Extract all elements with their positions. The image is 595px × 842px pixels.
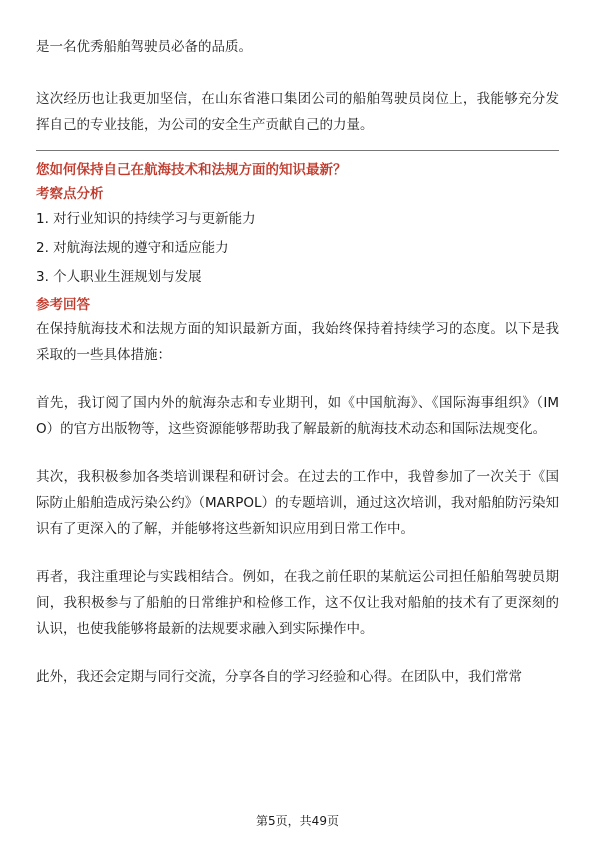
analysis-item-1: 1. 对行业知识的持续学习与更新能力 (36, 211, 256, 227)
intro-paragraph-2: 这次经历也让我更加坚信，在山东省港口集团公司的船舶驾驶员岗位上，我能够充分发挥自己的专业技能，为公司的安全生产贡献自己的力量。 (36, 91, 559, 133)
analysis-title: 考察点分析 (36, 186, 104, 202)
question-heading: 您如何保持自己在航海技术和法规方面的知识最新？ (36, 162, 347, 178)
document-page (36, 34, 559, 690)
intro-paragraph-1: 是一名优秀船舶驾驶员必备的品质。 (36, 39, 252, 55)
answer-paragraph-3: 其次，我积极参加各类培训课程和研讨会。在过去的工作中，我曾参加了一次关于《国际防止船舶造成污染公约》（MARPOL）的专题培训，通过这次培训，我对船舶防污染知识有了更深入的了解，并能够将这些新知识应用到日常工作中。 (36, 469, 559, 537)
answer-paragraph-2: 首先，我订阅了国内外的航海杂志和专业期刊，如《中国航海》、《国际海事组织》（IMO）的官方出版物等，这些资源能够帮助我了解最新的航海技术动态和国际法规变化。 (36, 395, 559, 437)
section-divider (36, 150, 559, 151)
answer-paragraph-4: 再者，我注重理论与实践相结合。例如，在我之前任职的某航运公司担任船舶驾驶员期间，我积极参与了船舶的日常维护和检修工作，这不仅让我对船舶的技术有了更深刻的认识，也使我能够将最新的法规要求融入到实际操作中。 (36, 569, 559, 637)
answer-title: 参考回答 (36, 297, 90, 313)
answer-paragraph-1: 在保持航海技术和法规方面的知识最新方面，我始终保持着持续学习的态度。以下是我采取的一些具体措施： (36, 321, 559, 363)
page-number: 第5页，共49页 (256, 814, 339, 828)
analysis-item-2: 2. 对航海法规的遵守和适应能力 (36, 240, 229, 256)
answer-paragraph-5: 此外，我还会定期与同行交流，分享各自的学习经验和心得。在团队中，我们常常 (36, 669, 522, 685)
analysis-item-3: 3. 个人职业生涯规划与发展 (36, 269, 202, 285)
